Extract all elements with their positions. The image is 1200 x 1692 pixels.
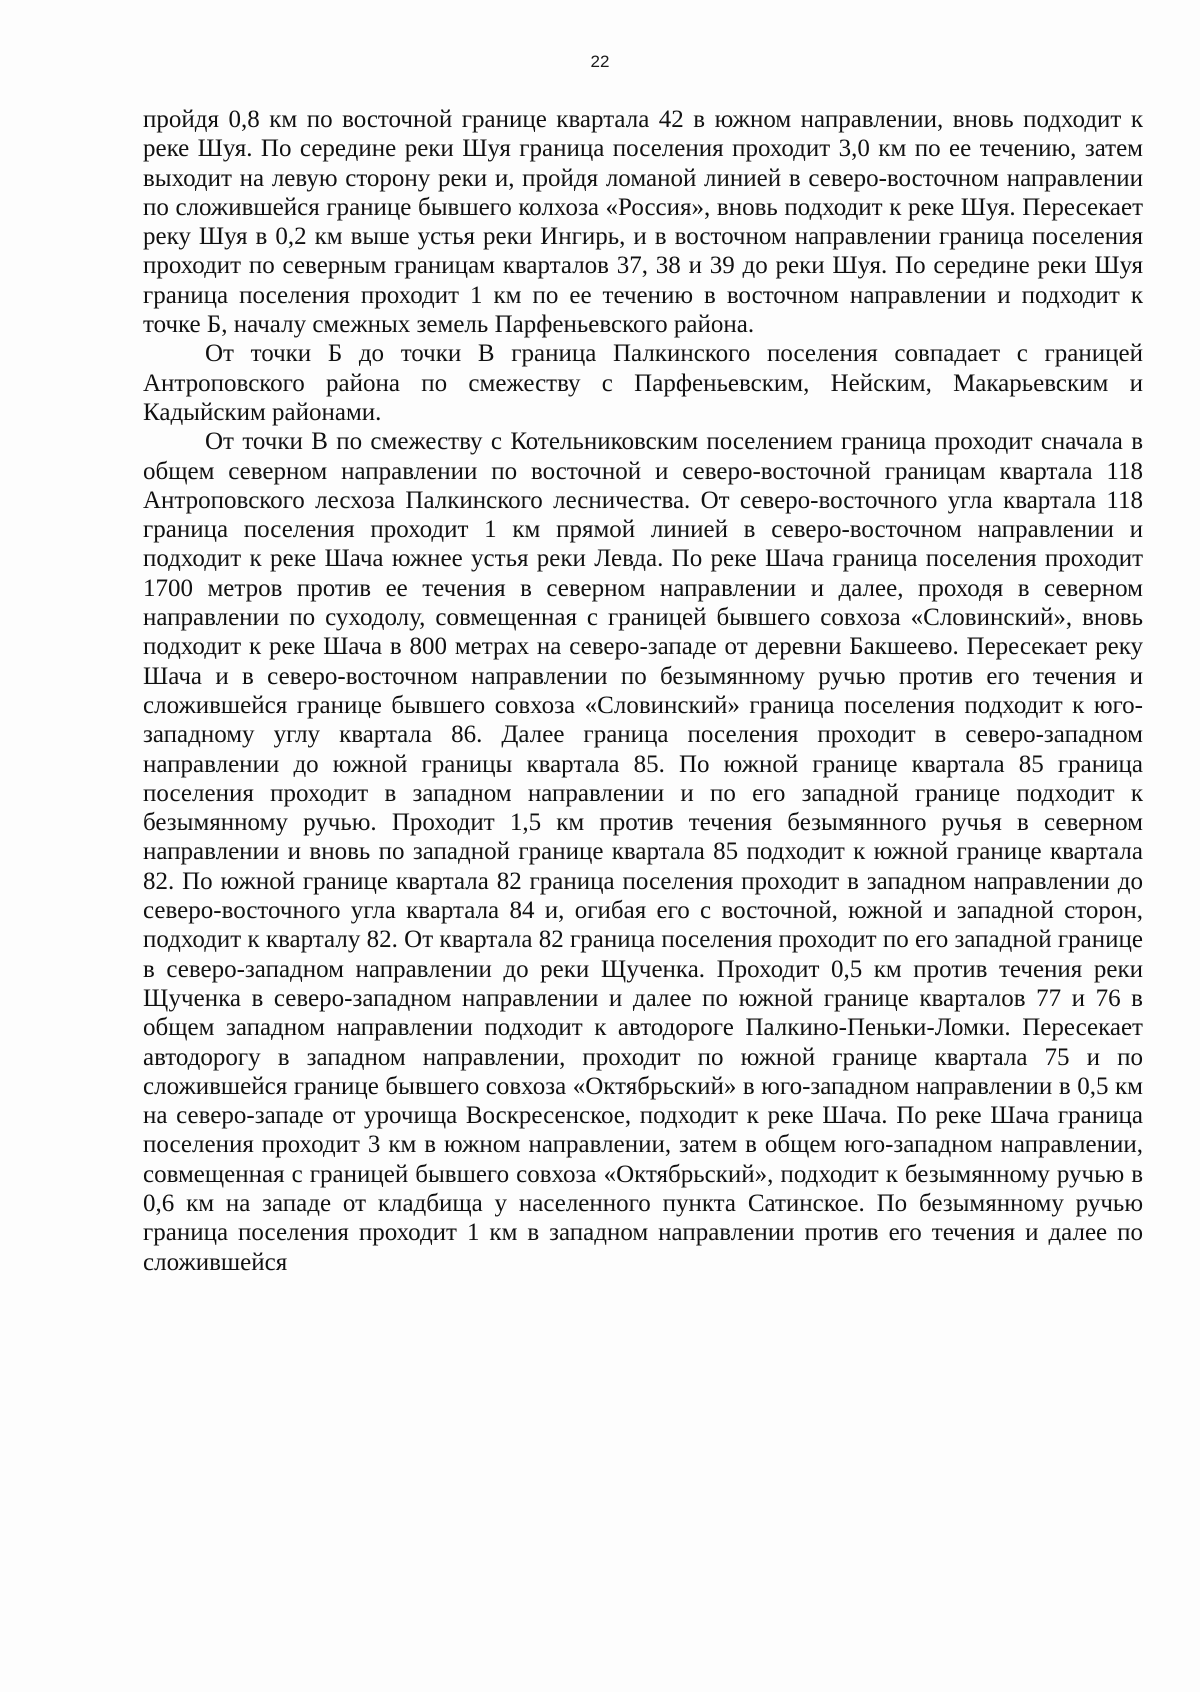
paragraph-point-b: От точки Б до точки В граница Палкинского поселения совпадает с границей Антроповского района по смежеству с Парфеньевским, Нейским, Макарьевским и Кадыйским районами.: [143, 340, 1143, 426]
document-body: [143, 105, 1143, 1277]
paragraph-point-v: От точки В по смежеству с Котельниковским поселением граница проходит сначала в общем северном направлении по восточной и северо-восточной границам квартала 118 Антроповского лесхоза Палкинского лесничества. От северо-восточного угла квартала 118 граница поселения проходит 1 км прямой линией в северо-восточном направлении и подходит к реке Шача южнее устья реки Левда. По реке Шача граница поселения проходит 1700 метров против ее течения в северном направлении и далее, проходя в северном направлении по суходолу, совмещенная с границей бывшего совхоза «Словинский», вновь подходит к реке Шача в 800 метрах на северо-западе от деревни Бакшеево. Пересекает реку Шача и в северо-восточном направлении по безымянному ручью против его течения и сложившейся границе бывшего совхоза «Словинский» граница поселения подходит к юго-западному углу квартала 86. Далее граница поселения проходит в северо-западном направлении до южной границы квартала 85. По южной границе квартала 85 граница поселения проходит в западном направлении и по его западной границе подходит к безымянному ручью. Проходит 1,5 км против течения безымянного ручья в северном направлении и вновь по западной границе квартала 85 подходит к южной границе квартала 82. По южной границе квартала 82 граница поселения проходит в западном направлении до северо-восточного угла квартала 84 и, огибая его с восточной, южной и западной сторон, подходит к кварталу 82. От квартала 82 граница поселения проходит по его западной границе в северо-западном направлении до реки Щученка. Проходит 0,5 км против течения реки Щученка в северо-западном направлении и далее по южной границе кварталов 77 и 76 в общем западном направлении подходит к автодороге Палкино-Пеньки-Ломки. Пересекает автодорогу в западном направлении, проходит по южной границе квартала 75 и по сложившейся границе бывшего совхоза «Октябрьский» в юго-западном направлении в 0,5 км на северо-западе от урочища Воскресенское, подходит к реке Шача. По реке Шача граница поселения проходит 3 км в южном направлении, затем в общем юго-западном направлении, совмещенная с границей бывшего совхоза «Октябрьский», подходит к безымянному ручью в 0,6 км на западе от кладбища у населенного пункта Сатинское. По безымянному ручью граница поселения проходит 1 км в западном направлении против его течения и далее по сложившейся: [143, 428, 1143, 1276]
paragraph-continuation: пройдя 0,8 км по восточной границе квартала 42 в южном направлении, вновь подходит к реке Шуя. По середине реки Шуя граница поселения проходит 3,0 км по ее течению, затем выходит на левую сторону реки и, пройдя ломаной линией в северо-восточном направлении по сложившейся границе бывшего колхоза «Россия», вновь подходит к реке Шуя. Пересекает реку Шуя в 0,2 км выше устья реки Ингирь, и в восточном направлении граница поселения проходит по северным границам кварталов 37, 38 и 39 до реки Шуя. По середине реки Шуя граница поселения проходит 1 км по ее течению в восточном направлении и подходит к точке Б, началу смежных земель Парфеньевского района.: [143, 106, 1143, 339]
page-number: 22: [590, 52, 610, 71]
